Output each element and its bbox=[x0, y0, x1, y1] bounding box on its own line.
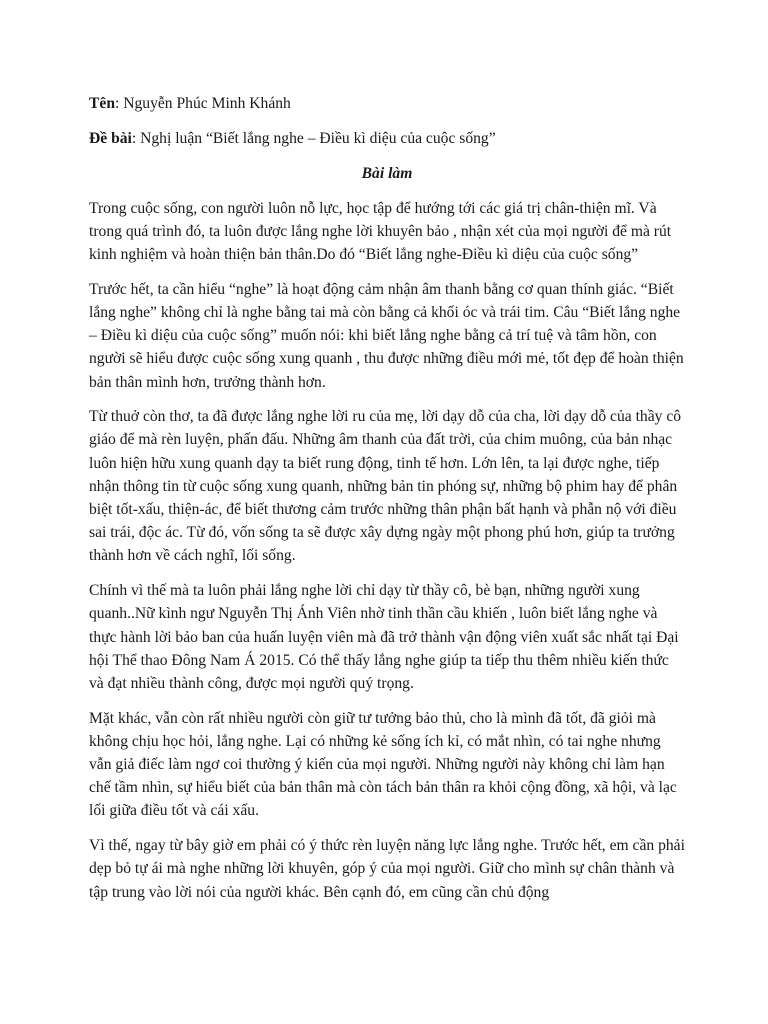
topic-value: : Nghị luận “Biết lắng nghe – Điều kì diệu của cuộc sống” bbox=[131, 130, 496, 148]
document-body bbox=[89, 92, 685, 915]
paragraph-example: Chính vì thế mà ta luôn phải lắng nghe lời chỉ dạy từ thầy cô, bè bạn, những người xung quanh..Nữ kình ngư Nguyễn Thị Ánh Viên nhờ tinh thần cầu khiến , luôn biết lắng nghe và thực hành lời bảo ban của huấn luyện viên mà đã trở thành vận động viên xuất sắc nhất tại Đại hội Thể thao Đông Nam Á 2015. Có thể thấy lắng nghe giúp ta tiếp thu thêm nhiều kiến thức và đạt nhiều thành công, được mọi người quý trọng. bbox=[89, 582, 679, 692]
topic-label: Đề bài bbox=[89, 130, 132, 148]
paragraph-introduction: Trong cuộc sống, con người luôn nỗ lực, học tập để hướng tới các giá trị chân-thiện mĩ. Và trong quá trình đó, ta luôn được lắng nghe lời khuyên bảo , nhận xét của mọi người để mà rút kinh nghiệm và hoàn thiện bản thân.Do đó “Biết lắng nghe-Điều kì diệu của cuộc sống” bbox=[89, 199, 672, 264]
paragraph-counterpoint: Mặt khác, vẫn còn rất nhiều người còn giữ tư tưởng bảo thủ, cho là mình đã tốt, đã giỏi mà không chịu học hỏi, lắng nghe. Lại có những kẻ sống ích kỉ, có mắt nhìn, có tai nghe nhưng vẫn giả điếc làm ngơ coi thường ý kiến của mọi người. Những người này không chỉ làm hạn chế tầm nhìn, sự hiểu biết của bản thân mà còn tách bản thân ra khỏi cộng đồng, xã hội, và lạc lối giữa điều tốt và cái xấu. bbox=[89, 709, 677, 820]
name-label: Tên bbox=[89, 95, 115, 112]
name-value: : Nguyễn Phúc Minh Khánh bbox=[115, 95, 291, 112]
paragraph-definition: Trước hết, ta cần hiểu “nghe” là hoạt động cảm nhận âm thanh bằng cơ quan thính giác. “Biết lắng nghe” không chỉ là nghe bằng tai mà còn bằng cả khối óc và trái tim. Câu “Biết lắng nghe – Điều kì diệu của cuộc sống” muốn nói: khi biết lắng nghe bằng cả trí tuệ và tâm hồn, con người sẽ hiểu được cuộc sống xung quanh , thu được những điều mới mẻ, tốt đẹp để hoàn thiện bản thân mình hơn, trưởng thành hơn. bbox=[89, 280, 684, 391]
essay-topic-line bbox=[89, 127, 685, 150]
paragraph-conclusion: Vì thế, ngay từ bây giờ em phải có ý thức rèn luyện năng lực lắng nghe. Trước hết, em cần phải dẹp bỏ tự ái mà nghe những lời khuyên, góp ý của mọi người. Giữ cho mình sự chân thành và tập trung vào lời nói của người khác. Bên cạnh đó, em cũng cần chủ động bbox=[89, 837, 685, 901]
essay-heading: Bài làm bbox=[361, 165, 413, 183]
student-name-line bbox=[89, 92, 685, 115]
paragraph-childhood: Từ thuở còn thơ, ta đã được lắng nghe lời ru của mẹ, lời dạy dỗ của cha, lời dạy dỗ của thầy cô giáo để mà rèn luyện, phấn đấu. Những âm thanh của đất trời, của chim muông, của bản nhạc luôn hiện hữu xung quanh dạy ta biết rung động, tinh tế hơn. Lớn lên, ta lại được nghe, tiếp nhận thông tin từ cuộc sống xung quanh, những bản tin phóng sự, những bộ phim hay để phân biệt tốt-xấu, thiện-ác, để biết thương cảm trước những thân phận bất hạnh và phẫn nộ với điều sai trái, độc ác. Từ đó, vốn sống ta sẽ được xây dựng ngày một phong phú hơn, giúp ta trưởng thành hơn về cách nghĩ, lối sống. bbox=[89, 408, 682, 565]
